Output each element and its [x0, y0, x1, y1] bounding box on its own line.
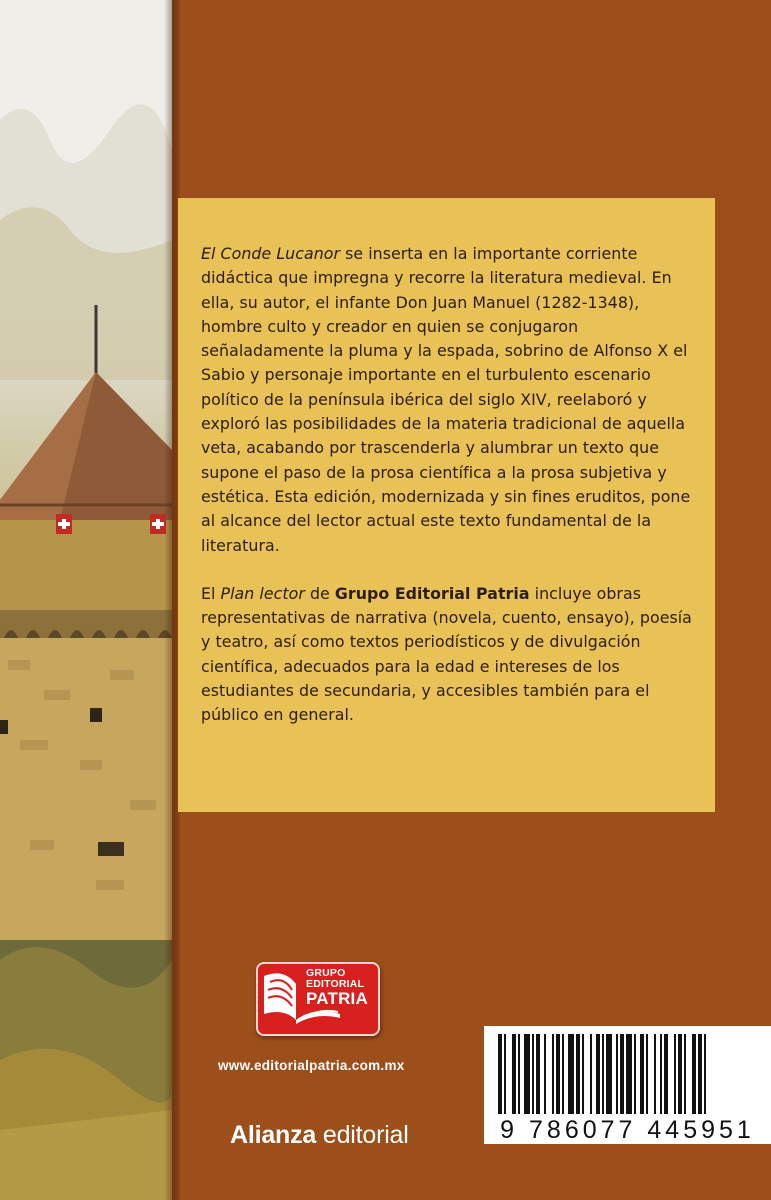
publisher-name-inline: Grupo Editorial Patria	[334, 583, 530, 603]
blurb-paragraph-2-text: incluye obras representativas de narrativa (novela, cuento, ensayo), poesía y teatro, así como textos periodísticos y de divulgación científica, adecuados para la edad e intereses de los estudiantes de secundaria, y accesibles también para el público en general.	[201, 583, 692, 725]
isbn-number: 9 786077 445951	[500, 1116, 755, 1144]
alianza-editorial-logo	[230, 1121, 409, 1150]
blurb-panel	[178, 198, 715, 812]
logo-text-editorial: EDITORIAL	[306, 978, 365, 990]
blurb-paragraph-1-text: se inserta en la importante corriente didáctica que impregna y recorre la literatura medieval. En ella, su autor, el infante Don Juan Manuel (1282-1348), hombre culto y creador en quien se conjugaron señaladamente la pluma y la espada, sobrino de Alfonso X el Sabio y personaje importante en el turbulento escenario político de la península ibérica del siglo XIV, reelaboró y exploró las posibilidades de la materia tradicional de aquella veta, acabando por trascenderla y alumbrar un texto que supone el paso de la prosa científica a la prosa subjetiva y estética. Esta edición, modernizada y sin fines eruditos, pone al alcance del lector actual este texto fundamental de la literatura.	[201, 244, 691, 555]
logo-text-patria: PATRIA	[306, 989, 368, 1008]
blurb-paragraph-1	[201, 242, 693, 558]
castle-illustration	[0, 0, 172, 1200]
publisher-name-bold: Alianza	[230, 1121, 317, 1149]
book-title: El Conde Lucanor	[201, 244, 341, 263]
blurb-paragraph-2	[201, 582, 693, 728]
blurb-paragraph-2-mid: de	[304, 583, 335, 603]
isbn-barcode	[484, 1026, 771, 1144]
blurb-paragraph-2-lead: El	[201, 583, 221, 603]
website-url: www.editorialpatria.com.mx	[218, 1058, 405, 1073]
castle-photo	[0, 0, 172, 1200]
publisher-name-regular: editorial	[316, 1121, 409, 1149]
grupo-editorial-patria-logo	[256, 962, 380, 1036]
logo-text-grupo: GRUPO	[306, 967, 346, 979]
plan-lector-term: Plan lector	[220, 583, 305, 603]
